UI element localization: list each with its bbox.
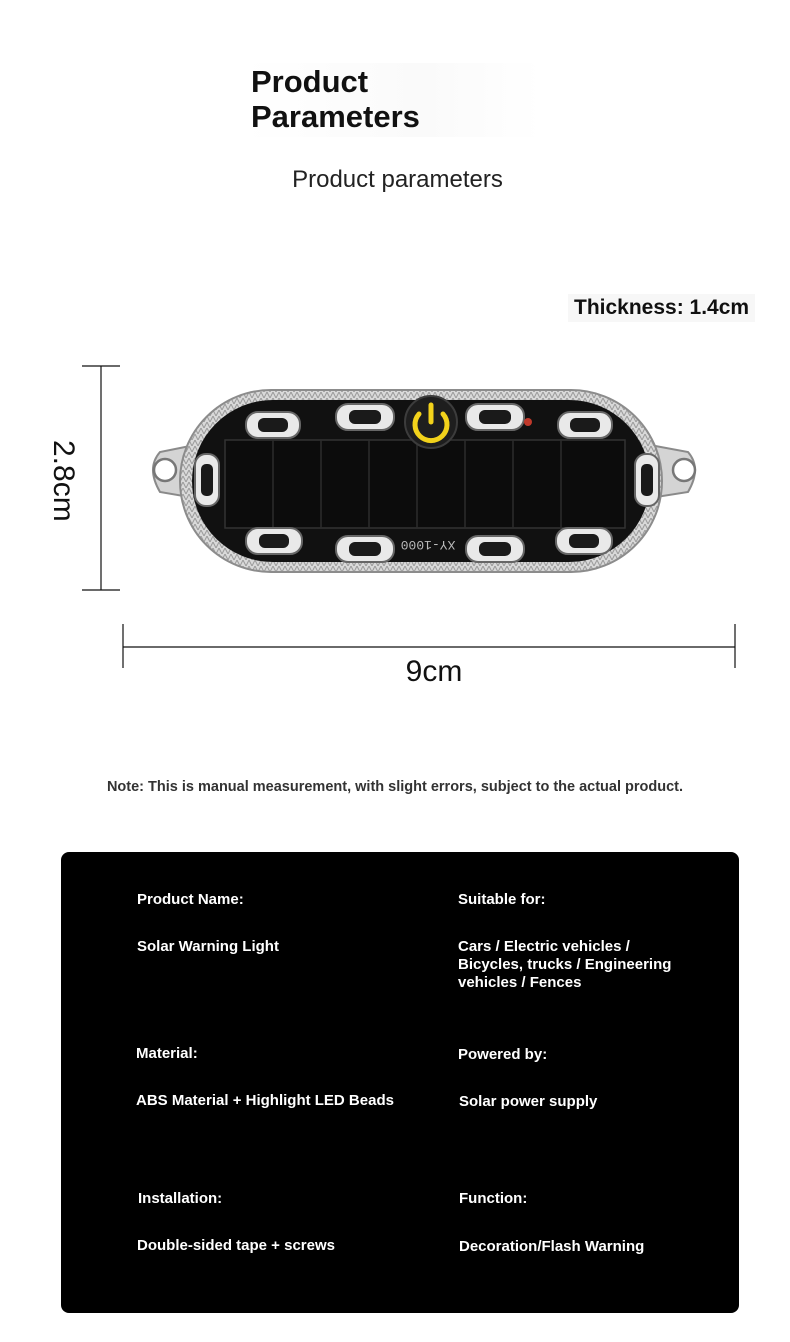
spec-label: Product Name: [137,891,244,908]
page-subtitle: Product parameters [292,166,503,193]
spec-panel [61,852,739,1313]
height-dimension-label: 2.8cm [47,440,80,522]
spec-installation [138,1190,418,1255]
width-dimension-label: 9cm [405,655,463,688]
spec-value: ABS Material + Highlight LED Beads [136,1092,394,1109]
spec-suitable-for [458,891,688,992]
spec-label: Function: [459,1190,528,1207]
spec-function [459,1190,689,1256]
spec-material [136,1045,426,1110]
spec-label: Material: [136,1045,198,1062]
spec-value: Decoration/Flash Warning [459,1238,645,1255]
spec-powered-by [458,1046,688,1111]
spec-value: Double-sided tape + screws [137,1237,335,1254]
thickness-label: Thickness: 1.4cm [568,294,755,322]
solar-panel [225,440,625,528]
spec-label: Powered by: [458,1046,548,1063]
spec-label: Installation: [138,1190,223,1207]
power-icon [405,396,457,448]
page-title: Product Parameters [251,64,420,134]
spec-value: Solar power supply [459,1093,598,1110]
spec-label: Suitable for: [458,891,546,908]
spec-value: Solar Warning Light [137,938,279,955]
measurement-note: Note: This is manual measurement, with slight errors, subject to the actual product. [106,779,684,795]
solar-warning-light-image [0,350,790,600]
model-marking: XY-1000 [400,537,456,552]
spec-value: Cars / Electric vehicles / Bicycles, trucks / Engineering vehicles / Fences [458,938,672,991]
spec-product-name [137,891,417,956]
